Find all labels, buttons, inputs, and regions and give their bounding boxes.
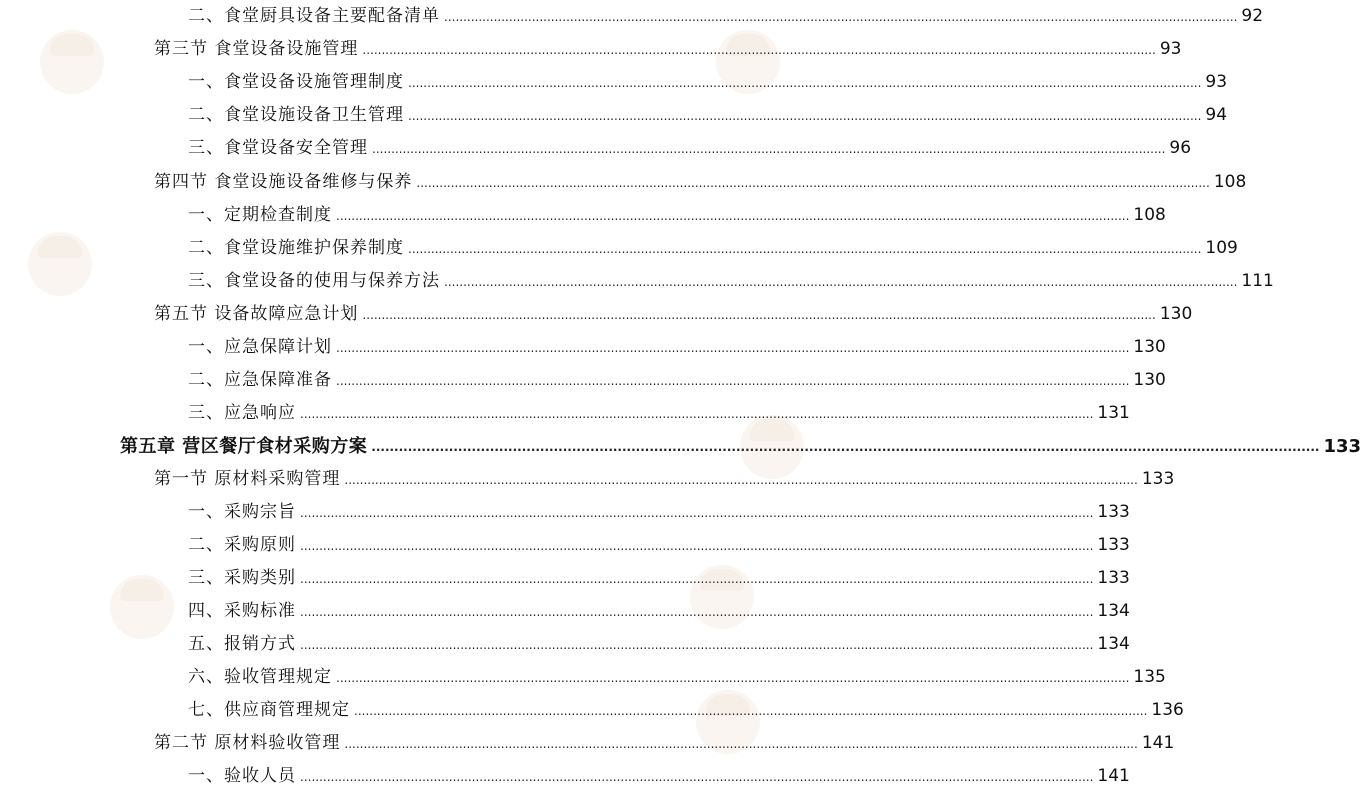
toc-dot-leader	[336, 371, 1129, 391]
toc-entry-title: 二、食堂设施设备卫生管理	[188, 105, 404, 125]
toc-page-number: 141	[1097, 766, 1130, 786]
toc-section-entry[interactable]	[0, 166, 1247, 199]
toc-entry-title: 第五章 营区餐厅食材采购方案	[120, 436, 368, 457]
toc-page-number: 93	[1205, 72, 1228, 92]
toc-dot-leader	[300, 503, 1093, 523]
toc-subsection-entry[interactable]	[0, 694, 1184, 727]
toc-dot-leader	[408, 239, 1201, 259]
toc-dot-leader	[300, 404, 1093, 424]
toc-page-number: 135	[1133, 667, 1166, 687]
toc-page-number: 108	[1213, 172, 1247, 192]
toc-subsection-entry[interactable]	[0, 595, 1130, 628]
toc-dot-leader	[408, 106, 1201, 126]
toc-dot-leader	[300, 602, 1093, 622]
toc-page-number: 108	[1133, 205, 1166, 225]
toc-entry-title: 二、食堂厨具设备主要配备清单	[188, 6, 440, 26]
toc-dot-leader	[362, 40, 1155, 60]
toc-entry-title: 七、供应商管理规定	[188, 700, 350, 720]
toc-dot-leader	[354, 701, 1147, 721]
toc-subsection-entry[interactable]	[0, 496, 1130, 529]
toc-page-number: 92	[1241, 6, 1264, 26]
toc-entry-title: 第五节 设备故障应急计划	[154, 304, 359, 324]
toc-dot-leader	[416, 173, 1209, 193]
toc-subsection-entry[interactable]	[0, 0, 1264, 33]
toc-dot-leader	[336, 338, 1129, 358]
toc-page-number: 136	[1151, 700, 1184, 720]
toc-entry-title: 五、报销方式	[188, 634, 296, 654]
toc-dot-leader	[336, 206, 1129, 226]
toc-dot-leader	[362, 305, 1155, 325]
toc-entry-title: 一、应急保障计划	[188, 337, 332, 357]
toc-entry-title: 三、采购类别	[188, 568, 296, 588]
toc-entry-title: 二、食堂设施维护保养制度	[188, 238, 404, 258]
toc-entry-title: 一、采购宗旨	[188, 502, 296, 522]
toc-page-number: 134	[1097, 601, 1130, 621]
toc-page-number: 130	[1159, 304, 1193, 324]
toc-page-number: 109	[1205, 238, 1238, 258]
toc-subsection-entry[interactable]	[0, 562, 1130, 595]
toc-subsection-entry[interactable]	[0, 199, 1166, 232]
toc-subsection-entry[interactable]	[0, 364, 1166, 397]
toc-dot-leader	[408, 73, 1201, 93]
toc-subsection-entry[interactable]	[0, 66, 1228, 99]
toc-dot-leader	[300, 536, 1093, 556]
toc-entry-title: 第二节 原材料验收管理	[154, 733, 341, 753]
toc-page-number: 111	[1241, 271, 1274, 291]
toc-dot-leader	[444, 7, 1237, 27]
toc-subsection-entry[interactable]	[0, 132, 1192, 165]
toc-dot-leader	[371, 437, 1319, 457]
toc-section-entry[interactable]	[0, 727, 1175, 760]
toc-subsection-entry[interactable]	[0, 760, 1130, 793]
toc-entry-title: 第一节 原材料采购管理	[154, 469, 341, 489]
toc-entry-title: 四、采购标准	[188, 601, 296, 621]
toc-subsection-entry[interactable]	[0, 331, 1166, 364]
toc-entry-title: 第四节 食堂设施设备维修与保养	[154, 172, 413, 192]
toc-section-entry[interactable]	[0, 298, 1193, 331]
toc-dot-leader	[300, 635, 1093, 655]
toc-page-number: 133	[1323, 436, 1361, 457]
toc-page-number: 93	[1159, 39, 1182, 59]
toc-entry-title: 二、应急保障准备	[188, 370, 332, 390]
toc-page-number: 133	[1097, 568, 1130, 588]
toc-dot-leader	[372, 139, 1165, 159]
toc-page-number: 133	[1141, 469, 1175, 489]
toc-dot-leader	[444, 272, 1237, 292]
toc-chapter-entry[interactable]	[0, 430, 1361, 463]
toc-subsection-entry[interactable]	[0, 628, 1130, 661]
toc-dot-leader	[344, 470, 1137, 490]
toc-page-number: 133	[1097, 535, 1130, 555]
toc-page-number: 130	[1133, 370, 1166, 390]
toc-entry-title: 一、食堂设备设施管理制度	[188, 72, 404, 92]
toc-entry-title: 三、应急响应	[188, 403, 296, 423]
toc-page-number: 130	[1133, 337, 1166, 357]
toc-subsection-entry[interactable]	[0, 99, 1228, 132]
toc-page-number: 131	[1097, 403, 1130, 423]
toc-page-number: 141	[1141, 733, 1175, 753]
toc-entry-title: 一、定期检查制度	[188, 205, 332, 225]
toc-subsection-entry[interactable]	[0, 661, 1166, 694]
toc-subsection-entry[interactable]	[0, 265, 1274, 298]
toc-section-entry[interactable]	[0, 463, 1175, 496]
toc-entry-title: 六、验收管理规定	[188, 667, 332, 687]
toc-page-number: 96	[1169, 138, 1192, 158]
toc-dot-leader	[300, 767, 1093, 787]
toc-subsection-entry[interactable]	[0, 232, 1238, 265]
toc-entry-title: 第三节 食堂设备设施管理	[154, 39, 359, 59]
toc-entry-title: 一、验收人员	[188, 766, 296, 786]
toc-page-number: 133	[1097, 502, 1130, 522]
toc-subsection-entry[interactable]	[0, 529, 1130, 562]
toc-dot-leader	[336, 668, 1129, 688]
toc-page-number: 134	[1097, 634, 1130, 654]
toc-entry-title: 三、食堂设备安全管理	[188, 138, 368, 158]
toc-dot-leader	[344, 734, 1137, 754]
toc-dot-leader	[300, 569, 1093, 589]
toc-page-number: 94	[1205, 105, 1228, 125]
toc-entry-title: 三、食堂设备的使用与保养方法	[188, 271, 440, 291]
toc-section-entry[interactable]	[0, 33, 1182, 66]
toc-entry-title: 二、采购原则	[188, 535, 296, 555]
toc-subsection-entry[interactable]	[0, 397, 1130, 430]
